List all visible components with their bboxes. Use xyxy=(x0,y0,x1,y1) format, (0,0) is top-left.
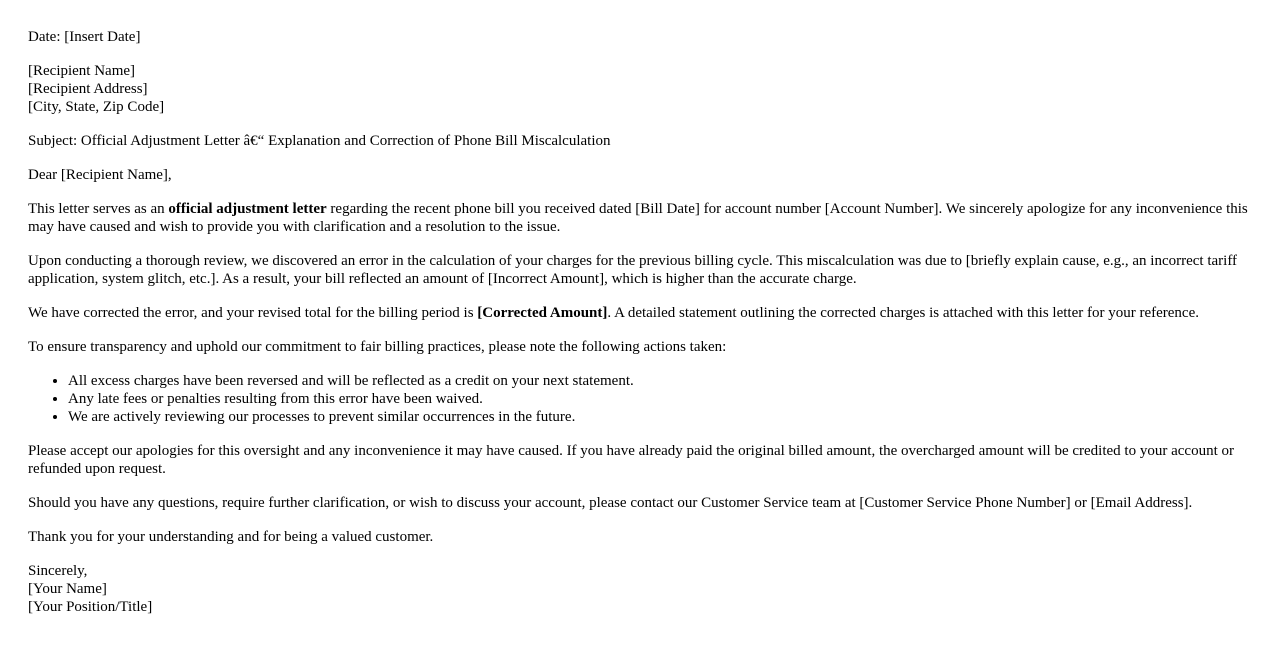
correction-text-before: We have corrected the error, and your revised total for the billing period is xyxy=(28,305,478,321)
recipient-address: [Recipient Address] xyxy=(28,81,148,97)
sender-title: [Your Position/Title] xyxy=(28,599,153,615)
intro-text-after: regarding the recent phone bill you received dated [Bill Date] for account number [Account Number]. We sincerely apologize for any inconvenience this may have caused and wish to provide you with clarification and a resolution to the issue. xyxy=(28,201,1248,235)
contact-paragraph: Should you have any questions, require further clarification, or wish to discuss your account, please contact our Customer Service team at [Customer Service Phone Number] or [Email Address]. xyxy=(28,495,1193,511)
thanks-paragraph: Thank you for your understanding and for being a valued customer. xyxy=(28,529,434,545)
date-line: Date: [Insert Date] xyxy=(28,29,141,45)
actions-intro-paragraph: To ensure transparency and uphold our commitment to fair billing practices, please note the following actions taken: xyxy=(28,339,727,355)
list-item: • Any late fees or penalties resulting from this error have been waived. xyxy=(68,390,1250,408)
recipient-block xyxy=(28,62,1250,116)
recipient-name: [Recipient Name] xyxy=(28,63,136,79)
greeting: Dear [Recipient Name], xyxy=(28,167,172,183)
intro-text-before: This letter serves as an xyxy=(28,201,169,217)
letter-body xyxy=(28,28,1250,632)
list-item: • We are actively reviewing our processes to prevent similar occurrences in the future. xyxy=(68,408,1250,426)
recipient-city-state-zip: [City, State, Zip Code] xyxy=(28,99,165,115)
list-item: • All excess charges have been reversed and will be reflected as a credit on your next statement. xyxy=(68,372,1250,390)
subject-line: Subject: Official Adjustment Letter â€“ Explanation and Correction of Phone Bill Miscalculation xyxy=(28,133,611,149)
correction-text-after: . A detailed statement outlining the corrected charges is attached with this letter for your reference. xyxy=(607,305,1199,321)
sender-name: [Your Name] xyxy=(28,581,107,597)
actions-list xyxy=(28,372,1250,426)
closing-block xyxy=(28,562,1250,616)
review-paragraph: Upon conducting a thorough review, we discovered an error in the calculation of your charges for the previous billing cycle. This miscalculation was due to [briefly explain cause, e.g., an incorrect tariff application, system glitch, etc.]. As a result, your bill reflected an amount of [Incorrect Amount], which is higher than the accurate charge. xyxy=(28,253,1238,287)
correction-paragraph xyxy=(28,304,1250,322)
intro-bold-text: official adjustment letter xyxy=(168,201,327,217)
sign-off: Sincerely, xyxy=(28,563,88,579)
apology-paragraph: Please accept our apologies for this oversight and any inconvenience it may have caused. If you have already paid the original billed amount, the overcharged amount will be credited to your account or refunded upon request. xyxy=(28,443,1234,477)
corrected-amount: [Corrected Amount] xyxy=(477,305,608,321)
intro-paragraph xyxy=(28,200,1250,236)
